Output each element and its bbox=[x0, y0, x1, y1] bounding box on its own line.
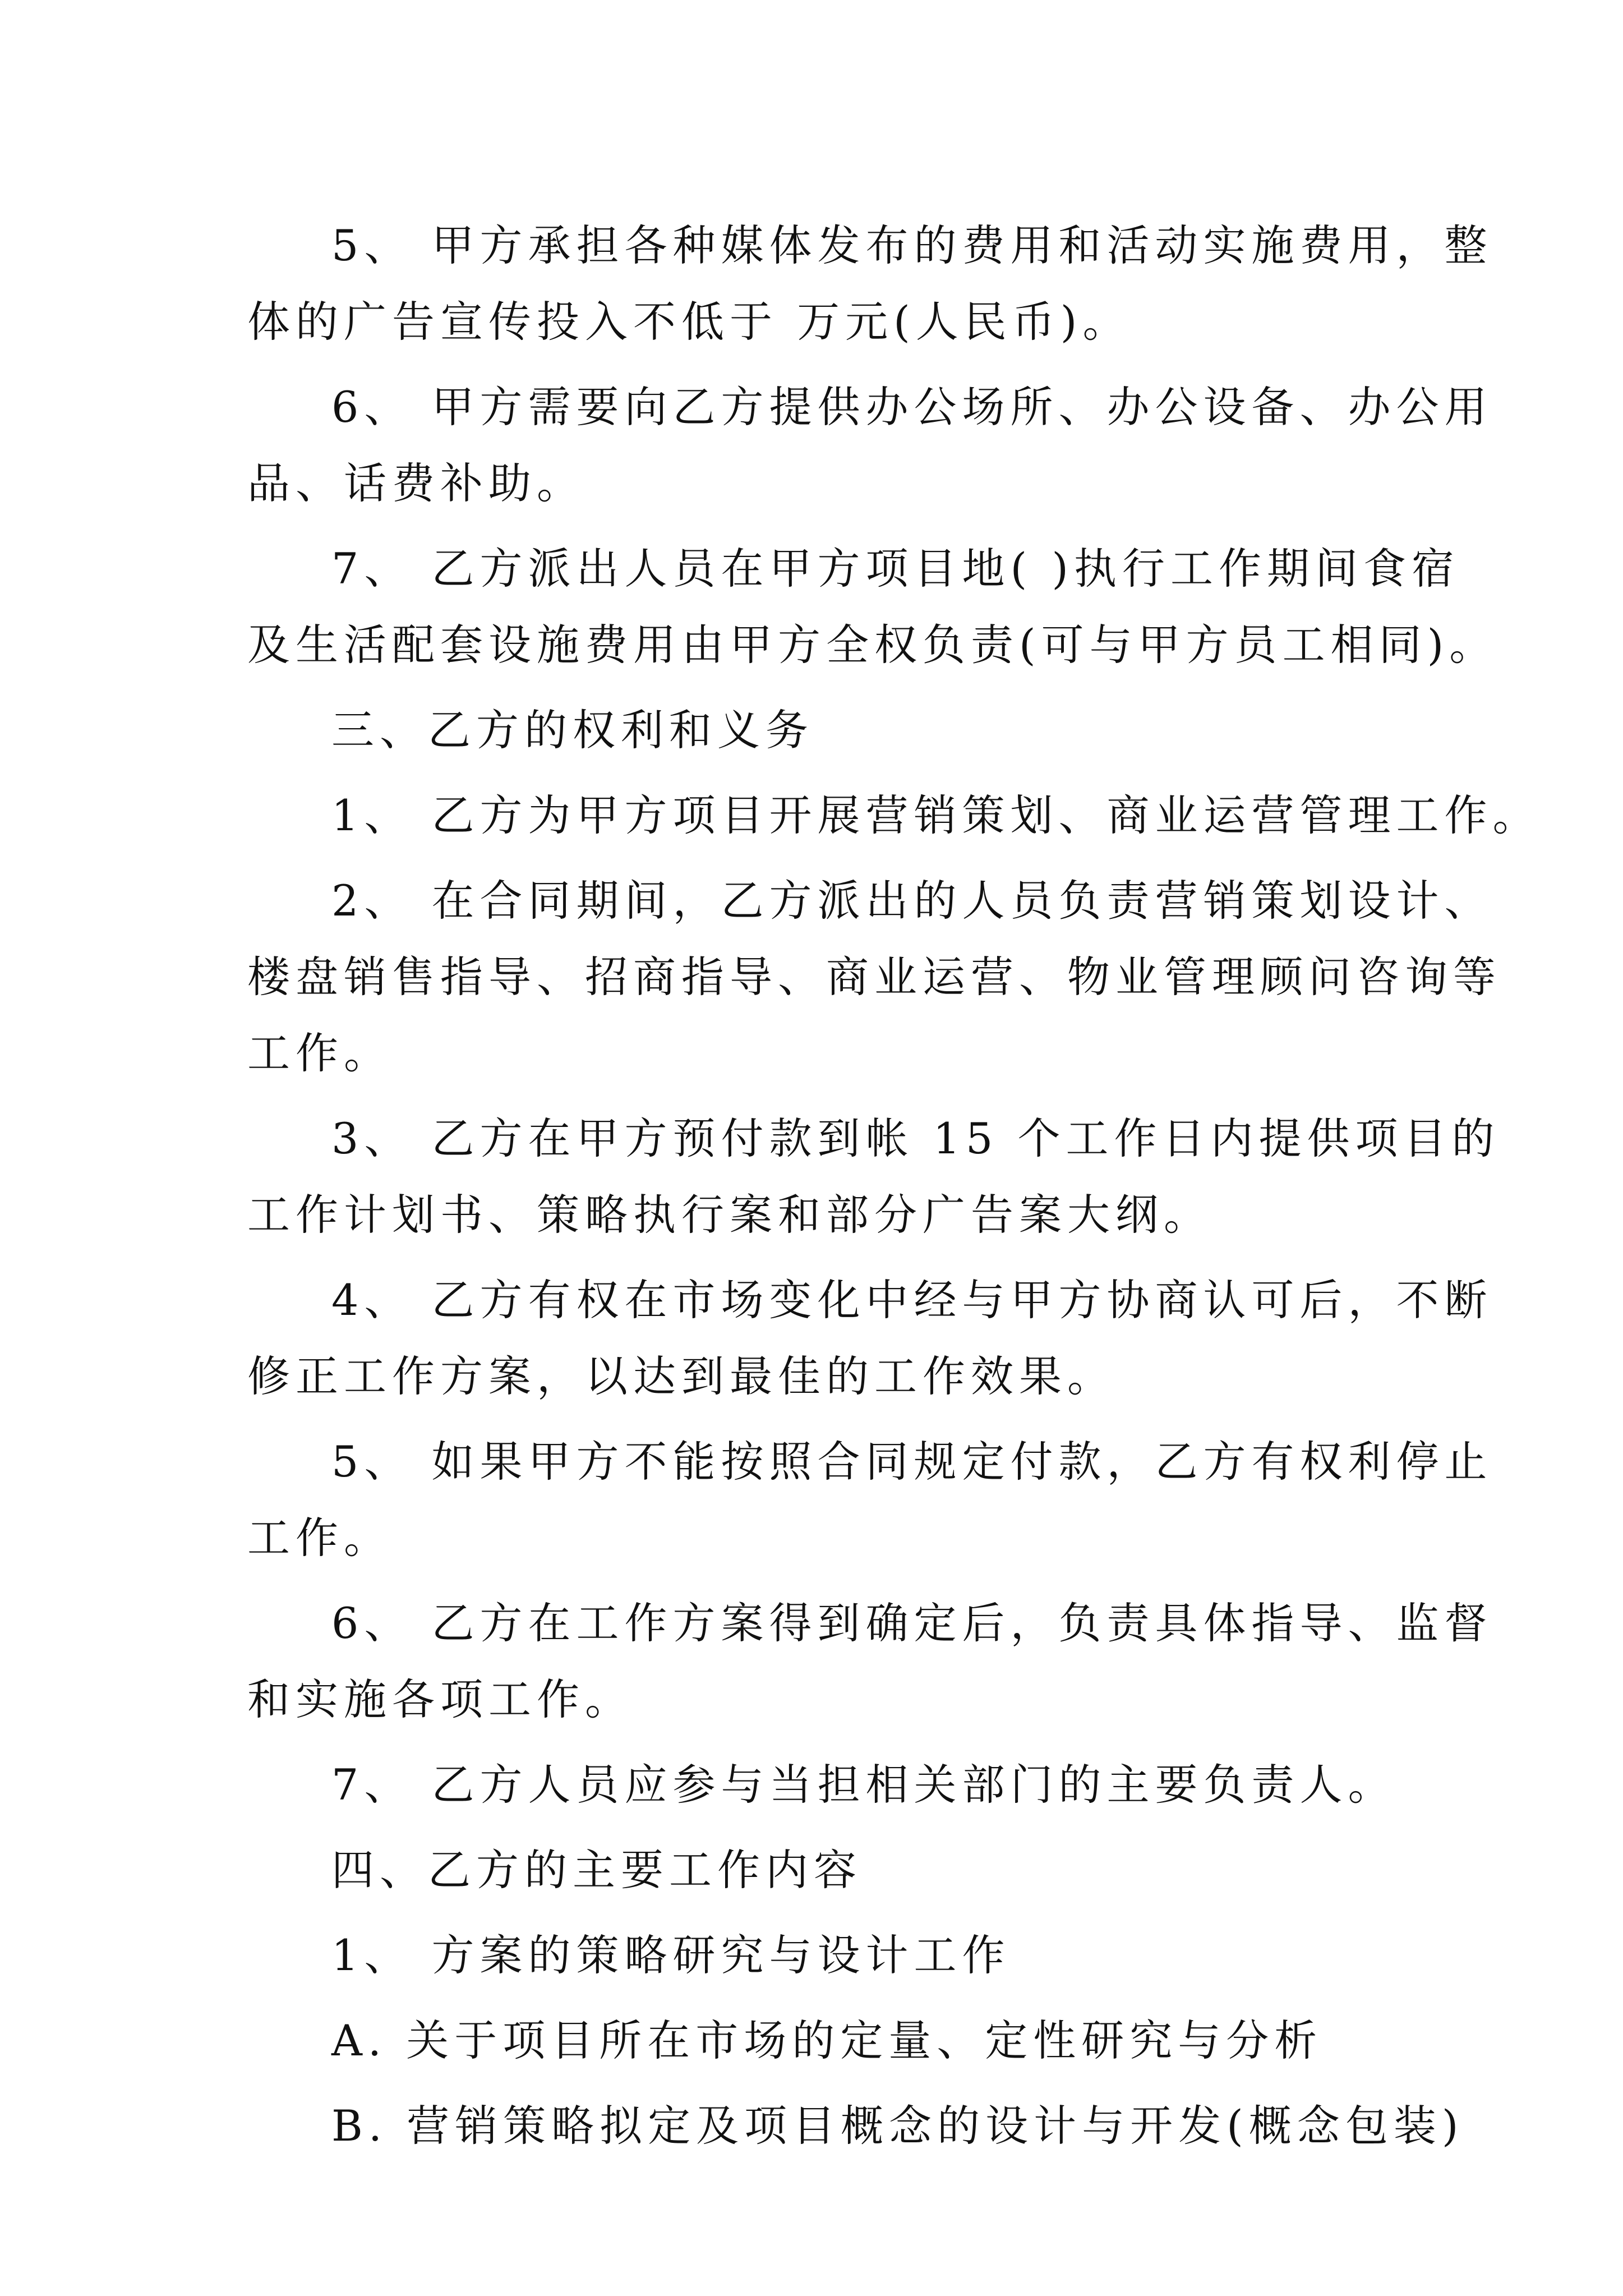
text-line: 楼盘销售指导、招商指导、商业运营、物业管理顾问咨询等 bbox=[247, 952, 1501, 1002]
text-line: 品、话费补助。 bbox=[247, 458, 585, 508]
text-line: 1、 方案的策略研究与设计工作 bbox=[331, 1930, 1011, 1980]
section-heading: 三、乙方的权利和义务 bbox=[331, 705, 814, 755]
text-line: A. 关于项目所在市场的定量、定性研究与分析 bbox=[331, 2016, 1323, 2065]
text-line: 体的广告宣传投入不低于 万元(人民币)。 bbox=[247, 297, 1131, 347]
text-line: 5、 甲方承担各种媒体发布的费用和活动实施费用，整 bbox=[331, 220, 1493, 270]
text-line: 工作计划书、策略执行案和部分广告案大纲。 bbox=[247, 1190, 1212, 1240]
text-line: B. 营销策略拟定及项目概念的设计与开发(概念包装) bbox=[331, 2101, 1464, 2151]
text-line: 工作。 bbox=[247, 1513, 392, 1563]
text-line: 5、 如果甲方不能按照合同规定付款，乙方有权利停止 bbox=[331, 1437, 1493, 1487]
text-line: 6、 甲方需要向乙方提供办公场所、办公设备、办公用 bbox=[331, 382, 1493, 432]
text-line: 7、 乙方派出人员在甲方项目地( )执行工作期间食宿 bbox=[331, 544, 1460, 593]
text-line: 1、 乙方为甲方项目开展营销策划、商业运营管理工作。 bbox=[331, 790, 1541, 840]
text-line: 4、 乙方有权在市场变化中经与甲方协商认可后，不断 bbox=[331, 1275, 1493, 1325]
text-line: 2、 在合同期间，乙方派出的人员负责营销策划设计、 bbox=[331, 876, 1493, 926]
document-body bbox=[247, 208, 1541, 2164]
section-heading: 四、乙方的主要工作内容 bbox=[331, 1845, 862, 1895]
text-line: 和实施各项工作。 bbox=[247, 1674, 633, 1724]
text-line: 3、 乙方在甲方预付款到帐 15 个工作日内提供项目的 bbox=[331, 1114, 1500, 1163]
text-line: 7、 乙方人员应参与当担相关部门的主要负责人。 bbox=[331, 1760, 1396, 1810]
text-line: 修正工作方案，以达到最佳的工作效果。 bbox=[247, 1351, 1115, 1401]
text-line: 6、 乙方在工作方案得到确定后，负责具体指导、监督 bbox=[331, 1598, 1493, 1648]
text-line: 工作。 bbox=[247, 1028, 392, 1078]
text-line: 及生活配套设施费用由甲方全权负责(可与甲方员工相同)。 bbox=[247, 620, 1498, 670]
